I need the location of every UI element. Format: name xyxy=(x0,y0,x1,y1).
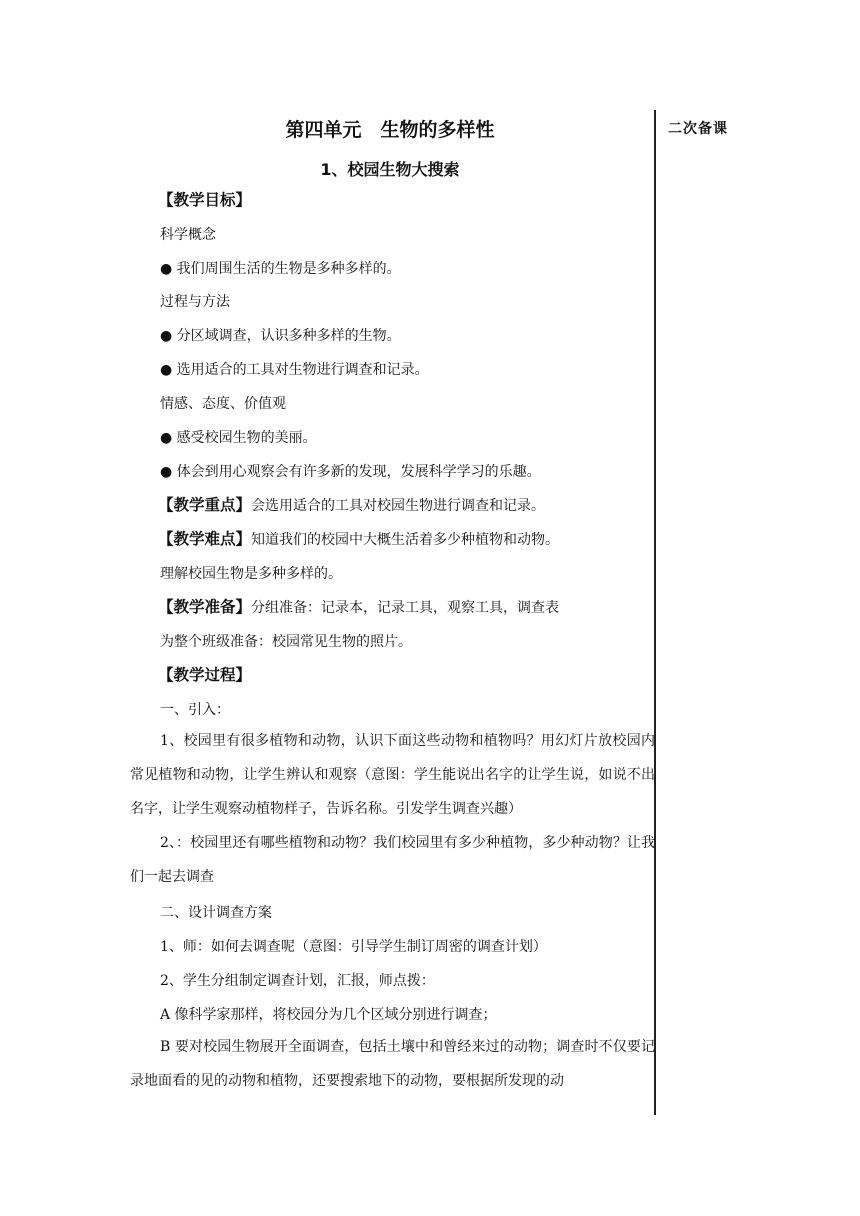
paragraph: B 要对校园生物展开全面调查，包括土壤中和曾经来过的动物；调查时不仅要记录地面看的见的动物和植物，还要搜索地下的动物，要根据所发现的动 xyxy=(130,1039,655,1089)
paragraph: 2、：校园里还有哪些植物和动物？我们校园里有多少种植物，多少种动物？让我们一起去调查 xyxy=(130,835,655,885)
emotion-item: ● 感受校园生物的美丽。 xyxy=(160,430,317,446)
difficulty-text-2: 理解校园生物是多种多样的。 xyxy=(160,566,342,582)
paragraph: 1、校园里有很多植物和动物，认识下面这些动物和植物吗？用幻灯片放校园内常见植物和动物，让学生辨认和观察（意图：学生能说出名字的让学生说，如说不出名字，让学生观察动植物样子，告诉名称。引发学生调查兴趣） xyxy=(130,733,655,817)
process-method-item: ● 选用适合的工具对生物进行调查和记录。 xyxy=(160,362,429,378)
paragraph: 2、学生分组制定调查计划，汇报，师点拨： xyxy=(160,973,435,989)
key-point-heading: 【教学重点】 xyxy=(158,496,252,514)
objectives-heading: 【教学目标】 xyxy=(158,191,252,209)
side-note-label: 二次备课 xyxy=(668,121,728,137)
key-point-text: 会选用适合的工具对校园生物进行调查和记录。 xyxy=(251,498,546,514)
section-design: 二、设计调查方案 xyxy=(160,905,272,921)
difficulty-line xyxy=(158,529,559,550)
lesson-title: 1、校园生物大搜索 xyxy=(320,160,460,179)
process-heading: 【教学过程】 xyxy=(158,666,252,684)
difficulty-text: 知道我们的校园中大概生活着多少种植物和动物。 xyxy=(251,532,560,548)
concept-label: 科学概念 xyxy=(160,227,216,243)
preparation-text-2: 为整个班级准备：校园常见生物的照片。 xyxy=(160,634,412,650)
key-point-line xyxy=(158,495,545,516)
emotion-item: ● 体会到用心观察会有许多新的发现，发展科学学习的乐趣。 xyxy=(160,464,541,480)
section-intro: 一、引入： xyxy=(160,702,230,718)
preparation-line xyxy=(158,597,559,618)
paragraph: A 像科学家那样，将校园分为几个区域分别进行调查； xyxy=(160,1007,497,1023)
column-divider xyxy=(654,110,656,1115)
difficulty-heading: 【教学难点】 xyxy=(158,530,252,548)
paragraph: 1、师：如何去调查呢（意图：引导学生制订周密的调查计划） xyxy=(160,939,547,955)
process-method-label: 过程与方法 xyxy=(160,294,230,310)
unit-title: 第四单元 生物的多样性 xyxy=(285,119,495,141)
emotion-label: 情感、态度、价值观 xyxy=(160,396,286,412)
process-method-item: ● 分区域调查，认识多种多样的生物。 xyxy=(160,328,401,344)
preparation-heading: 【教学准备】 xyxy=(158,598,252,616)
concept-item: ● 我们周围生活的生物是多种多样的。 xyxy=(160,261,401,277)
preparation-text: 分组准备：记录本，记录工具，观察工具，调查表 xyxy=(251,600,560,616)
